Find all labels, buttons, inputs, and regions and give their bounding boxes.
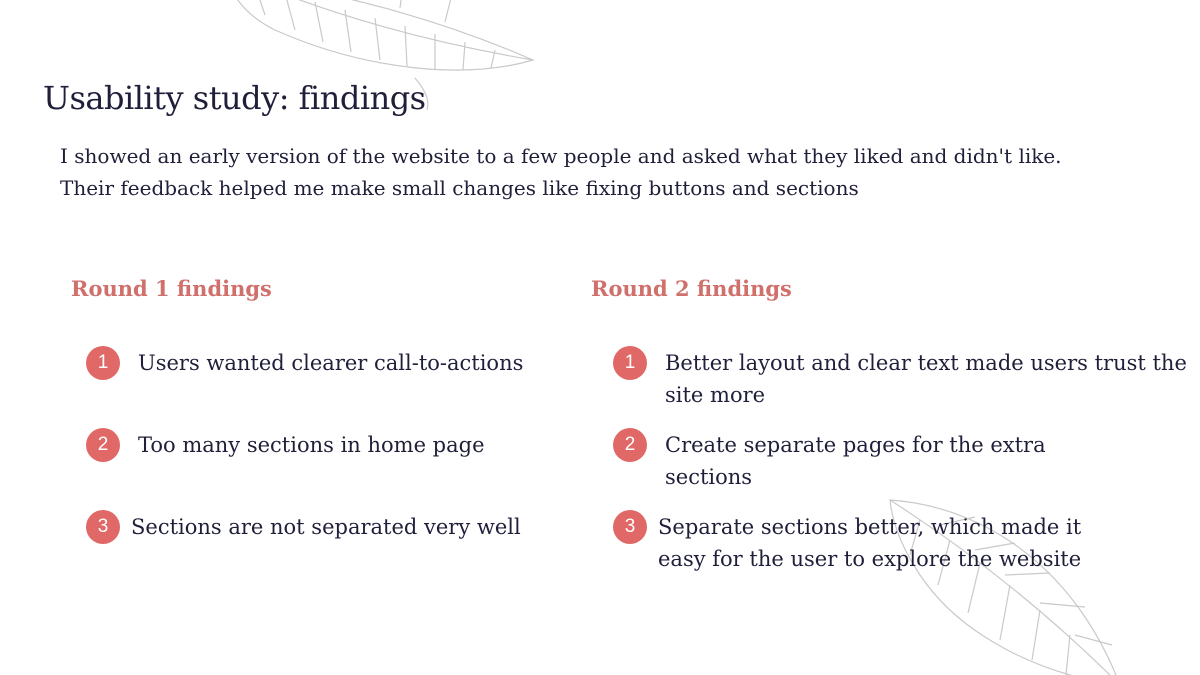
- finding-text: Separate sections better, which made it easy for the user to explore the website: [658, 515, 1082, 571]
- number-badge: 2: [613, 428, 647, 462]
- finding-text: Users wanted clearer call-to-actions: [138, 351, 524, 375]
- finding-text: Better layout and clear text made users trust the site more: [665, 351, 1187, 407]
- finding-text: Too many sections in home page: [138, 433, 485, 457]
- round-2-finding-2: [613, 428, 1113, 493]
- round-2-heading: Round 2 findings: [591, 276, 792, 301]
- number-badge: 1: [86, 346, 120, 380]
- slide-title: Usability study: findings: [43, 79, 426, 118]
- number-badge: 3: [86, 510, 120, 544]
- round-2-finding-1: [613, 346, 1188, 411]
- number-badge: 3: [613, 510, 647, 544]
- finding-text: Create separate pages for the extra sections: [665, 433, 1046, 489]
- number-badge: 2: [86, 428, 120, 462]
- round-1-finding-1: [86, 346, 566, 380]
- round-1-heading: Round 1 findings: [71, 276, 272, 301]
- finding-text: Sections are not separated very well: [131, 515, 521, 539]
- round-1-finding-2: [86, 428, 566, 462]
- round-1-finding-3: [86, 510, 566, 544]
- intro-paragraph: I showed an early version of the website to a few people and asked what they liked and didn't like. Their feedback helped me make small changes like fixing buttons and sections: [60, 144, 1062, 200]
- number-badge: 1: [613, 346, 647, 380]
- round-2-finding-3: [613, 510, 1113, 575]
